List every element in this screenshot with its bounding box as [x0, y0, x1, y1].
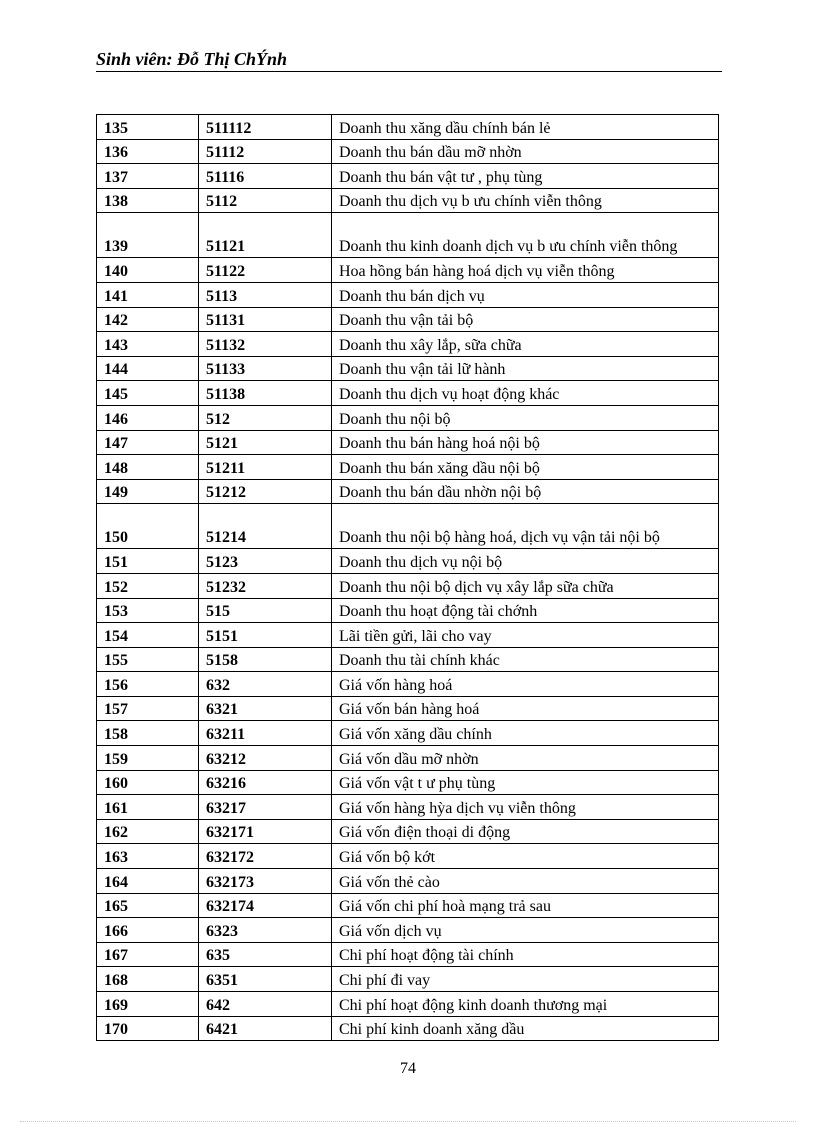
- account-code-cell: 63217: [199, 795, 332, 820]
- account-name-cell: Doanh thu dịch vụ b ưu chính viễn thông: [332, 188, 719, 213]
- row-number-cell: 162: [97, 819, 199, 844]
- account-code-cell: 511112: [199, 115, 332, 140]
- account-code-cell: 51112: [199, 139, 332, 164]
- account-name-cell: Hoa hồng bán hàng hoá dịch vụ viễn thông: [332, 258, 719, 283]
- row-number-cell: 156: [97, 672, 199, 697]
- account-name-cell: Doanh thu bán dầu mỡ nhờn: [332, 139, 719, 164]
- row-number-cell: 137: [97, 164, 199, 189]
- account-code-cell: 51116: [199, 164, 332, 189]
- row-number-cell: 145: [97, 381, 199, 406]
- page-header-author: Sinh viên: Đỗ Thị ChÝnh: [96, 49, 288, 69]
- row-number-cell: 148: [97, 455, 199, 480]
- row-number-cell: 144: [97, 356, 199, 381]
- row-number-cell: 142: [97, 307, 199, 332]
- account-code-cell: 51212: [199, 479, 332, 504]
- account-code-cell: 6421: [199, 1016, 332, 1041]
- account-code-cell: 6321: [199, 696, 332, 721]
- account-code-cell: 5121: [199, 430, 332, 455]
- bottom-dotted-line: [20, 1121, 796, 1122]
- table-row: [97, 672, 719, 697]
- accounts-table-body: [97, 115, 719, 1041]
- table-row: [97, 549, 719, 574]
- table-row: [97, 356, 719, 381]
- account-name-cell: Chi phí hoạt động tài chính: [332, 942, 719, 967]
- account-name-cell: Doanh thu vận tải bộ: [332, 307, 719, 332]
- row-number-cell: 161: [97, 795, 199, 820]
- row-number-cell: 160: [97, 770, 199, 795]
- account-name-cell: Doanh thu nội bộ dịch vụ xây lắp sữa chữa: [332, 573, 719, 598]
- row-number-cell: 138: [97, 188, 199, 213]
- row-number-cell: 157: [97, 696, 199, 721]
- table-row: [97, 967, 719, 992]
- row-number-cell: 170: [97, 1016, 199, 1041]
- table-row: [97, 282, 719, 307]
- table-row: [97, 721, 719, 746]
- row-number-cell: 169: [97, 992, 199, 1017]
- account-code-cell: 632174: [199, 893, 332, 918]
- account-name-cell: Doanh thu vận tải lữ hành: [332, 356, 719, 381]
- row-number-cell: 155: [97, 647, 199, 672]
- row-number-cell: 158: [97, 721, 199, 746]
- table-row: [97, 332, 719, 357]
- account-name-cell: Doanh thu bán vật tư , phụ tùng: [332, 164, 719, 189]
- table-row: [97, 115, 719, 140]
- row-number-cell: 140: [97, 258, 199, 283]
- row-number-cell: 152: [97, 573, 199, 598]
- account-code-cell: 63216: [199, 770, 332, 795]
- header-rule: [96, 71, 722, 72]
- account-code-cell: 5151: [199, 623, 332, 648]
- table-row: [97, 893, 719, 918]
- account-code-cell: 515: [199, 598, 332, 623]
- table-row: [97, 213, 719, 258]
- account-name-cell: Giá vốn xăng dầu chính: [332, 721, 719, 746]
- table-row: [97, 844, 719, 869]
- account-name-cell: Giá vốn thẻ cào: [332, 869, 719, 894]
- row-number-cell: 141: [97, 282, 199, 307]
- account-name-cell: Chi phí kinh doanh xăng dầu: [332, 1016, 719, 1041]
- row-number-cell: 163: [97, 844, 199, 869]
- account-name-cell: Giá vốn chi phí hoà mạng trả sau: [332, 893, 719, 918]
- row-number-cell: 150: [97, 504, 199, 549]
- account-name-cell: Chi phí hoạt động kinh doanh thương mại: [332, 992, 719, 1017]
- table-row: [97, 405, 719, 430]
- table-row: [97, 430, 719, 455]
- table-row: [97, 573, 719, 598]
- account-name-cell: Giá vốn hàng hỳa dịch vụ viễn thông: [332, 795, 719, 820]
- table-row: [97, 598, 719, 623]
- table-row: [97, 918, 719, 943]
- row-number-cell: 164: [97, 869, 199, 894]
- table-row: [97, 307, 719, 332]
- account-name-cell: Doanh thu bán hàng hoá nội bộ: [332, 430, 719, 455]
- account-code-cell: 51133: [199, 356, 332, 381]
- row-number-cell: 154: [97, 623, 199, 648]
- table-row: [97, 647, 719, 672]
- account-name-cell: Doanh thu dịch vụ nội bộ: [332, 549, 719, 574]
- table-row: [97, 381, 719, 406]
- account-code-cell: 6351: [199, 967, 332, 992]
- account-name-cell: Doanh thu kinh doanh dịch vụ b ưu chính viễn thông: [332, 213, 719, 258]
- table-row: [97, 819, 719, 844]
- account-code-cell: 512: [199, 405, 332, 430]
- row-number-cell: 153: [97, 598, 199, 623]
- row-number-cell: 159: [97, 746, 199, 771]
- account-code-cell: 51214: [199, 504, 332, 549]
- account-code-cell: 51132: [199, 332, 332, 357]
- account-code-cell: 635: [199, 942, 332, 967]
- account-code-cell: 6323: [199, 918, 332, 943]
- account-name-cell: Giá vốn bán hàng hoá: [332, 696, 719, 721]
- account-name-cell: Doanh thu nội bộ hàng hoá, dịch vụ vận tải nội bộ: [332, 504, 719, 549]
- row-number-cell: 151: [97, 549, 199, 574]
- page-number: 74: [400, 1060, 416, 1077]
- row-number-cell: 149: [97, 479, 199, 504]
- table-row: [97, 992, 719, 1017]
- account-name-cell: Doanh thu bán dịch vụ: [332, 282, 719, 307]
- account-name-cell: Doanh thu bán dầu nhờn nội bộ: [332, 479, 719, 504]
- table-row: [97, 770, 719, 795]
- table-row: [97, 869, 719, 894]
- row-number-cell: 165: [97, 893, 199, 918]
- account-name-cell: Chi phí đi vay: [332, 967, 719, 992]
- account-name-cell: Giá vốn điện thoại di động: [332, 819, 719, 844]
- row-number-cell: 136: [97, 139, 199, 164]
- account-name-cell: Giá vốn dịch vụ: [332, 918, 719, 943]
- table-row: [97, 188, 719, 213]
- row-number-cell: 143: [97, 332, 199, 357]
- account-code-cell: 51138: [199, 381, 332, 406]
- account-code-cell: 632173: [199, 869, 332, 894]
- account-code-cell: 642: [199, 992, 332, 1017]
- account-code-cell: 632172: [199, 844, 332, 869]
- account-code-cell: 63211: [199, 721, 332, 746]
- table-row: [97, 139, 719, 164]
- account-code-cell: 51131: [199, 307, 332, 332]
- row-number-cell: 146: [97, 405, 199, 430]
- account-name-cell: Doanh thu tài chính khác: [332, 647, 719, 672]
- account-name-cell: Lãi tiền gửi, lãi cho vay: [332, 623, 719, 648]
- account-name-cell: Doanh thu bán xăng dầu nội bộ: [332, 455, 719, 480]
- account-name-cell: Doanh thu dịch vụ hoạt động khác: [332, 381, 719, 406]
- row-number-cell: 135: [97, 115, 199, 140]
- account-code-cell: 51232: [199, 573, 332, 598]
- table-row: [97, 942, 719, 967]
- table-row: [97, 696, 719, 721]
- account-code-cell: 5113: [199, 282, 332, 307]
- row-number-cell: 139: [97, 213, 199, 258]
- account-code-cell: 51121: [199, 213, 332, 258]
- account-code-cell: 51122: [199, 258, 332, 283]
- row-number-cell: 168: [97, 967, 199, 992]
- account-name-cell: Doanh thu hoạt động tài chớnh: [332, 598, 719, 623]
- accounts-table: [96, 114, 719, 1041]
- account-name-cell: Doanh thu xăng dầu chính bán lẻ: [332, 115, 719, 140]
- account-code-cell: 5123: [199, 549, 332, 574]
- table-row: [97, 504, 719, 549]
- account-code-cell: 632171: [199, 819, 332, 844]
- account-code-cell: 5112: [199, 188, 332, 213]
- table-row: [97, 164, 719, 189]
- account-code-cell: 63212: [199, 746, 332, 771]
- table-row: [97, 795, 719, 820]
- table-row: [97, 746, 719, 771]
- table-row: [97, 479, 719, 504]
- account-code-cell: 51211: [199, 455, 332, 480]
- account-name-cell: Giá vốn hàng hoá: [332, 672, 719, 697]
- row-number-cell: 147: [97, 430, 199, 455]
- account-name-cell: Doanh thu xây lắp, sữa chữa: [332, 332, 719, 357]
- account-name-cell: Doanh thu nội bộ: [332, 405, 719, 430]
- table-row: [97, 623, 719, 648]
- table-row: [97, 455, 719, 480]
- account-code-cell: 5158: [199, 647, 332, 672]
- row-number-cell: 166: [97, 918, 199, 943]
- row-number-cell: 167: [97, 942, 199, 967]
- account-code-cell: 632: [199, 672, 332, 697]
- account-name-cell: Giá vốn dầu mỡ nhờn: [332, 746, 719, 771]
- account-name-cell: Giá vốn vật t ư phụ tùng: [332, 770, 719, 795]
- account-name-cell: Giá vốn bộ kớt: [332, 844, 719, 869]
- table-row: [97, 258, 719, 283]
- table-row: [97, 1016, 719, 1041]
